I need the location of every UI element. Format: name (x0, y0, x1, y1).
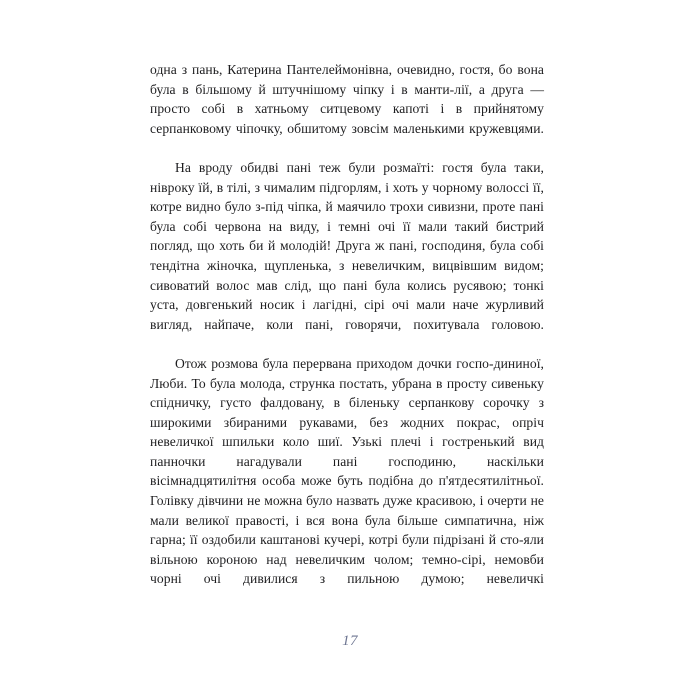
page-text-block (150, 60, 544, 609)
paragraph-3: Отож розмова була перервана приходом дочки госпо-дининої, Люби. То була молода, струнка постать, убрана в просту сивеньку спідничку, густо фалдовану, в біленьку серпанкову сорочку з широкими збираними рукавами, без жодних покрас, опріч невеличкої шпильки коло шиї. Узькі плечі і гостренький вид панночки нагадували пані господиню, наскільки вісімнадцятилітня особа може буть подібна до п'ятдесятилітньої. Голівку дівчини не можна було назвать дуже красивою, і очерти не мали великої правості, і вся вона була більше симпатична, ніж гарна; її оздобили каштанові кучері, котрі були підрізані й сто-яли вільною короною над невеличким чолом; темно-сірі, немовби чорні очі дивилися з пильною думою; невеличкі (150, 355, 544, 587)
paragraph-1: одна з пань, Катерина Пантелеймонівна, очевидно, гостя, бо вона була в більшому й штучнішому чіпку і в манти-лії, а друга — просто собі в хатньому ситцевому капоті і в прийнятому серпанковому чіпочку, обшитому зовсім маленькими кружевцями. (150, 62, 544, 136)
paragraph-2: На вроду обидві пані теж були розмаїті: гостя була таки, нівроку їй, в тілі, з чималим підгорлям, і хоть у чорному волоссі її, котре видно було з-під чіпка, й маячило трохи сивизни, проте пані була собі червона на виду, і темні очі її мали такий бистрий погляд, що хоть би й молодій! Друга ж пані, господиня, була собі тендітна жіночка, щупленька, з невеличким, вицвівшим видом; сивоватий волос мав слід, що пані була колись русявою; тонкі уста, довгенький носик і лагідні, сірі очі мали наче журливий вигляд, найпаче, коли пані, говорячи, похитувала головою. (150, 159, 544, 332)
page-number: 17 (342, 633, 358, 649)
